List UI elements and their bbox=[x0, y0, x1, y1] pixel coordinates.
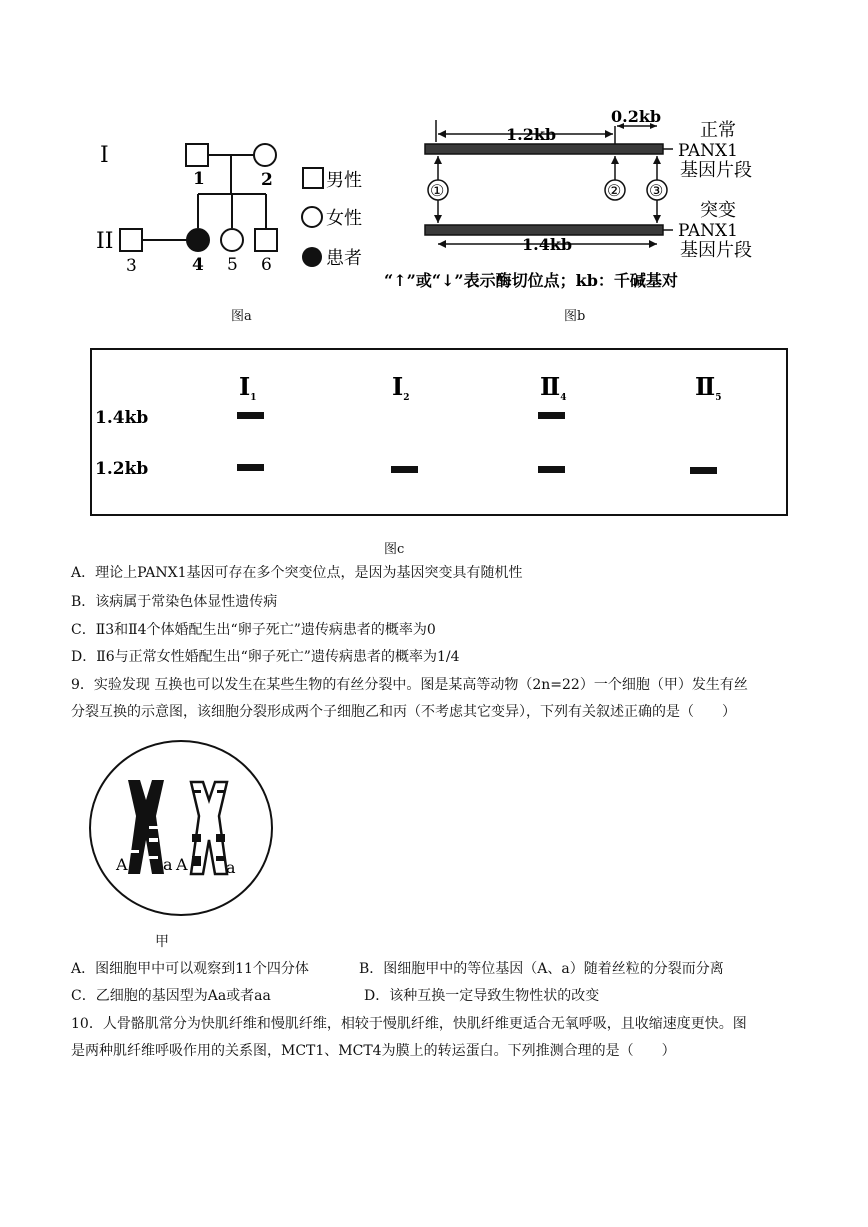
allele-label-4: a bbox=[226, 858, 236, 877]
length-label-1-4kb: 1.4kb bbox=[522, 235, 573, 254]
cut-site-1: ① bbox=[430, 181, 445, 200]
male-symbol-6 bbox=[255, 229, 277, 251]
length-label-0-2kb: 0.2kb bbox=[611, 107, 662, 126]
band-II4-1-2kb bbox=[538, 466, 565, 473]
female-symbol-5 bbox=[221, 229, 243, 251]
band-II4-1-4kb bbox=[538, 412, 565, 419]
allele-label-1: A bbox=[116, 855, 128, 874]
mutant-gene-bar bbox=[425, 225, 663, 235]
figure-c-caption: 图c bbox=[384, 542, 405, 557]
cell-diagram bbox=[88, 738, 274, 918]
normal-label-line2: PANX1 bbox=[678, 141, 738, 161]
chromosome-light bbox=[191, 782, 227, 874]
normal-label-line1: 正常 bbox=[700, 120, 736, 141]
individual-number-1: 1 bbox=[193, 169, 205, 189]
row-label-1-4kb: 1.4kb bbox=[95, 408, 149, 428]
lane-header-I1: $Ⅰ_1$ bbox=[239, 372, 257, 403]
allele-label-2: a bbox=[163, 855, 173, 874]
chromosome-dark bbox=[128, 780, 164, 874]
allele-label-3: A bbox=[176, 855, 188, 874]
q9-option-a: A．图细胞甲中可以观察到11个四分体 bbox=[71, 961, 309, 977]
lane-header-II4: $Ⅱ_4$ bbox=[540, 372, 567, 403]
band-II5-1-2kb bbox=[690, 467, 717, 474]
figure-a-caption: 图a bbox=[231, 309, 252, 324]
cut-site-2: ② bbox=[607, 181, 622, 200]
q9-option-c: C．乙细胞的基因型为Aa或者aa bbox=[71, 988, 271, 1004]
lane-header-I2: $Ⅰ_2$ bbox=[392, 372, 410, 403]
band-I2-1-2kb bbox=[391, 466, 418, 473]
legend-male-label: 男性 bbox=[326, 170, 362, 191]
figure-b-caption: 图b bbox=[564, 309, 586, 324]
q9-option-b: B．图细胞甲中的等位基因（A、a）随着丝粒的分裂而分离 bbox=[359, 961, 724, 977]
q10-stem-line2: 是两种肌纤维呼吸作用的关系图，MCT1、MCT4为膜上的转运蛋白。下列推测合理的是（ ） bbox=[71, 1043, 676, 1059]
mutant-label-line2: PANX1 bbox=[678, 221, 738, 241]
normal-gene-bar bbox=[425, 144, 663, 154]
length-label-1-2kb: 1.2kb bbox=[506, 125, 557, 144]
normal-label-line3: 基因片段 bbox=[680, 160, 752, 181]
mutant-label-line1: 突变 bbox=[700, 200, 736, 221]
gene-fragment-figure bbox=[384, 104, 790, 292]
affected-female-symbol-4 bbox=[187, 229, 209, 251]
individual-number-2: 2 bbox=[261, 170, 273, 190]
row-label-1-2kb: 1.2kb bbox=[95, 459, 149, 479]
individual-number-5: 5 bbox=[227, 255, 238, 275]
male-symbol-1 bbox=[186, 144, 208, 166]
q8-option-b: B．该病属于常染色体显性遗传病 bbox=[71, 594, 278, 610]
generation-label-1: I bbox=[100, 143, 109, 168]
q10-stem-line1: 10．人骨骼肌常分为快肌纤维和慢肌纤维，相较于慢肌纤维，快肌纤维更适合无氧呼吸，且收缩速度更快。图 bbox=[71, 1016, 747, 1032]
gel-frame bbox=[91, 349, 787, 515]
cut-site-3: ③ bbox=[649, 181, 664, 200]
legend-affected-symbol bbox=[302, 247, 322, 267]
legend-affected-label: 患者 bbox=[326, 248, 362, 269]
q8-option-a: A．理论上PANX1基因可存在多个突变位点，是因为基因突变具有随机性 bbox=[71, 565, 523, 581]
generation-label-2: II bbox=[96, 229, 114, 254]
band-I1-1-4kb bbox=[237, 412, 264, 419]
electrophoresis-figure bbox=[89, 347, 789, 519]
individual-number-3: 3 bbox=[126, 256, 137, 276]
q9-stem-line2: 分裂互换的示意图，该细胞分裂形成两个子细胞乙和丙（不考虑其它变异），下列有关叙述正确的是（ ） bbox=[71, 704, 736, 720]
individual-number-4: 4 bbox=[192, 255, 204, 275]
mutant-label-line3: 基因片段 bbox=[680, 240, 752, 261]
legend-female-symbol bbox=[302, 207, 322, 227]
cell-membrane bbox=[90, 741, 272, 915]
q8-option-d: D．Ⅱ6与正常女性婚配生出“卵子死亡”遗传病患者的概率为1/4 bbox=[71, 649, 460, 665]
individual-number-6: 6 bbox=[261, 255, 272, 275]
lane-header-II5: $Ⅱ_5$ bbox=[695, 372, 722, 403]
q8-option-c: C．Ⅱ3和Ⅱ4个体婚配生出“卵子死亡”遗传病患者的概率为0 bbox=[71, 622, 436, 638]
cell-caption: 甲 bbox=[155, 934, 169, 950]
legend-female-label: 女性 bbox=[326, 208, 362, 229]
female-symbol-2 bbox=[254, 144, 276, 166]
cut-site-note: “↑”或“↓”表示酶切位点；kb：千碱基对 bbox=[384, 271, 678, 290]
male-symbol-3 bbox=[120, 229, 142, 251]
q9-stem-line1: 9．实验发现 互换也可以发生在某些生物的有丝分裂中。图是某高等动物（2n=22）一个细胞（甲）发生有丝 bbox=[71, 677, 748, 693]
band-I1-1-2kb bbox=[237, 464, 264, 471]
legend-male-symbol bbox=[303, 168, 323, 188]
pedigree-figure bbox=[90, 130, 390, 280]
q9-option-d: D．该种互换一定导致生物性状的改变 bbox=[364, 988, 600, 1004]
